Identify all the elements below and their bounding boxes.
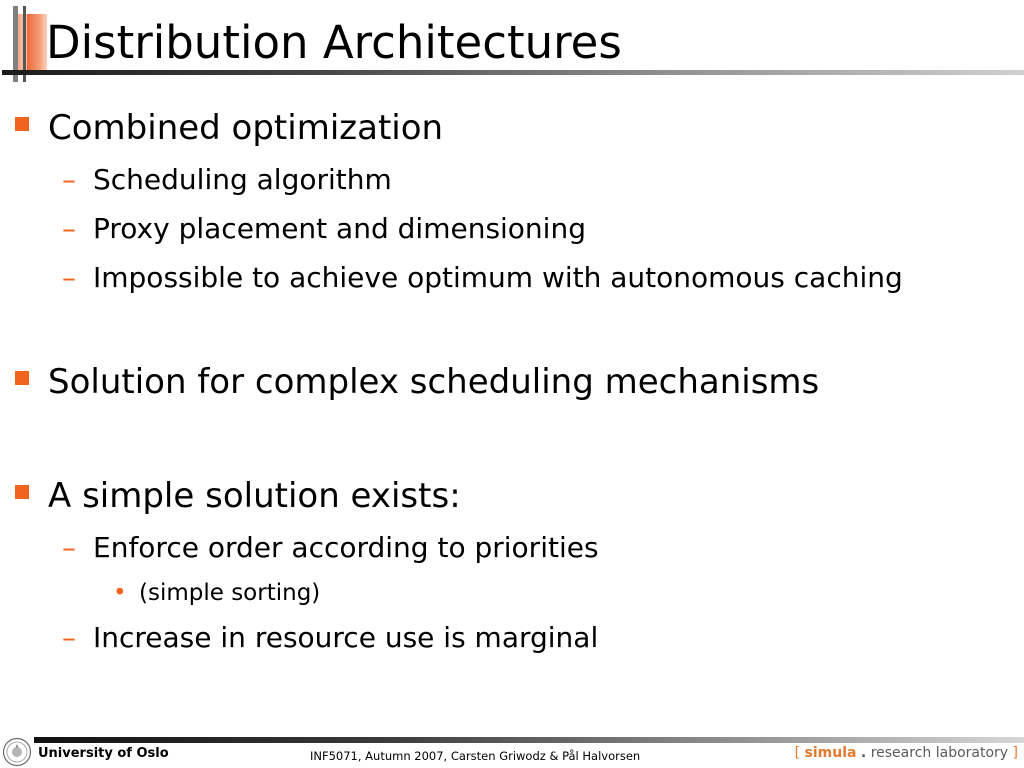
dash-icon: – [62, 261, 76, 294]
footer-rule [34, 737, 1024, 743]
bullet-square-icon [15, 371, 29, 385]
university-seal-icon [2, 737, 32, 767]
footer-simula: simula [804, 745, 857, 761]
bullet-level2: Increase in resource use is marginal [93, 621, 599, 654]
bullet-square-icon [15, 485, 29, 499]
dash-icon: – [62, 212, 76, 245]
dash-icon: – [62, 621, 76, 654]
footer-institution: University of Oslo [38, 746, 169, 761]
footer-dot: . [860, 745, 867, 761]
bullet-square-icon [15, 117, 29, 131]
bullet-level2: Impossible to achieve optimum with autonomous caching [93, 261, 903, 294]
footer-lab-logo [795, 745, 1018, 761]
dot-bullet-icon: • [113, 580, 127, 606]
bullet-level2: Enforce order according to priorities [93, 531, 599, 564]
slide-title: Distribution Architectures [46, 16, 622, 69]
dash-icon: – [62, 531, 76, 564]
bullet-level3: (simple sorting) [139, 580, 321, 606]
footer-bracket-close: ] [1012, 745, 1018, 761]
footer-research-lab: research laboratory [870, 745, 1009, 761]
bullet-level2: Scheduling algorithm [93, 163, 392, 196]
bullet-level1: Combined optimization [48, 108, 444, 148]
bullet-level2: Proxy placement and dimensioning [93, 212, 586, 245]
title-accent-dark [27, 14, 47, 72]
footer-bracket-open: [ [794, 745, 801, 761]
dash-icon: – [62, 163, 76, 196]
footer-course-info: INF5071, Autumn 2007, Carsten Griwodz & Pål Halvorsen [310, 749, 641, 763]
bullet-level1: Solution for complex scheduling mechanisms [48, 362, 820, 402]
title-rule [2, 70, 1024, 75]
bullet-level1: A simple solution exists: [48, 476, 461, 516]
